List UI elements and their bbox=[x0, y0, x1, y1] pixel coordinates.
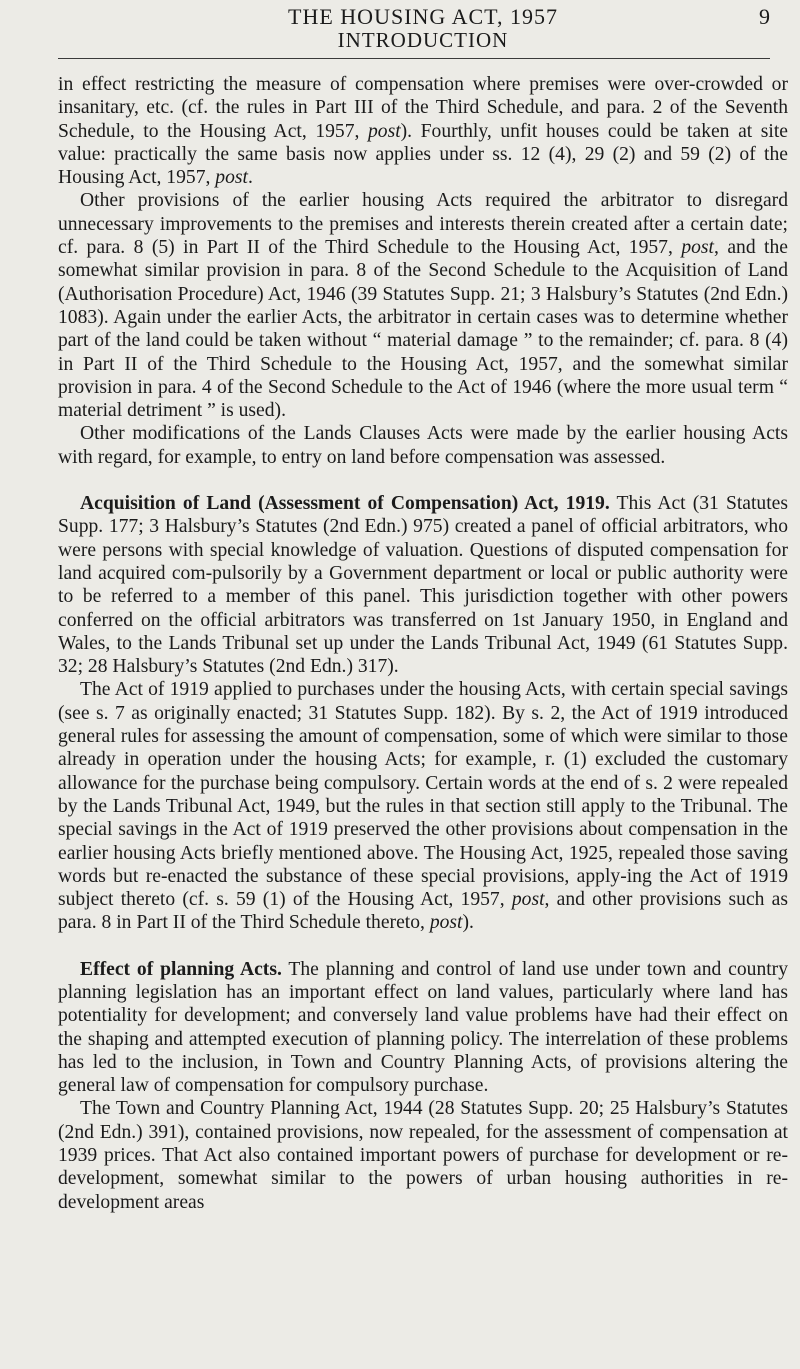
italic-text: post bbox=[429, 912, 463, 934]
running-title: THE HOUSING ACT, 1957 bbox=[288, 4, 558, 29]
paragraph-text: The planning and control of land use under town and country planning legislation has an important effect on land values, particularly where land has potentiality for development; and conversely land value problems have had their effect on the shaping and attempted execution of planning policy. The interrelation of these problems has led to the inclusion, in Town and Country Planning Acts, of provisions altering the general law of compensation for compulsory purchase. bbox=[58, 958, 789, 1097]
section-heading: Acquisition of Land (Assessment of Compensation) Act, 1919. bbox=[80, 493, 610, 515]
running-subtitle: INTRODUCTION bbox=[337, 28, 509, 52]
section-heading: Effect of planning Acts. bbox=[80, 958, 282, 980]
paragraph-text: ). bbox=[462, 912, 474, 934]
paragraph bbox=[58, 189, 788, 422]
section-paragraph bbox=[58, 492, 788, 678]
page-number: 9 bbox=[759, 4, 770, 29]
italic-text: post bbox=[511, 889, 545, 911]
running-head bbox=[58, 0, 788, 58]
paragraph-text: The Town and Country Planning Act, 1944 (28 Statutes Supp. 20; 25 Halsbury’s Statutes (2nd Edn.) 391), contained provisions, now repealed, for the assessment of compensation at 1939 prices. That Act also contained important powers of purchase for development or re-development, somewhat similar to the powers of urban housing authorities in re-development areas bbox=[58, 1098, 788, 1213]
paragraph bbox=[58, 1097, 788, 1213]
paragraph-text: in effect restricting the measure of compensation where premises were over-crowded or insanitary, etc. (cf. the rules in Part III of the Third Schedule, and para. 2 of the Seventh Schedule, to the Housing Act, 1957, bbox=[58, 74, 788, 142]
paragraph bbox=[58, 73, 788, 189]
paragraph-text: The Act of 1919 applied to purchases under the housing Acts, with certain special savings (see s. 7 as originally enacted; 31 Statutes Supp. 182). By s. 2, the Act of 1919 introduced general rules for assessing the amount of compensation, some of which were similar to those already in operation under the housing Acts; for example, r. (1) excluded the customary allowance for the purchase being compulsory. Certain words at the end of s. 2 were repealed by the Lands Tribunal Act, 1949, but the rules in that section still apply to the Tribunal. The special savings in the Act of 1919 preserved the other provisions about compensation in the earlier housing Acts briefly mentioned above. The Housing Act, 1925, repealed those saving words but re-enacted the substance of these special provisions, apply-ing the Act of 1919 subject thereto (cf. s. 59 (1) of the Housing Act, 1957, bbox=[58, 679, 788, 911]
italic-text: post bbox=[681, 237, 714, 259]
paragraph-text: . bbox=[247, 167, 253, 189]
paragraph-text: Other provisions of the earlier housing Acts required the arbitrator to disregard unnecessary improvements to the premises and interests therein created after a certain date; cf. para. 8 (5) in Part II of the Third Schedule to the Housing Act, 1957, bbox=[58, 190, 788, 259]
italic-text: post bbox=[215, 167, 248, 189]
header-rule bbox=[58, 58, 770, 59]
paragraph-text: , and the somewhat similar provision in para. 8 of the Second Schedule to the Acquisition of Land (Authorisation Procedure) Act, 1946 (39 Statutes Supp. 21; 3 Halsbury’s Statutes (2nd Edn.) 1083). Again under the earlier Acts, the arbitrator in certain cases was to determine whether part of the land could be taken without “ material damage ” to the remainder; cf. para. 8 (4) in Part II of the Third Schedule to the Housing Act, 1957, and the somewhat similar provision in para. 4 of the Second Schedule to the Act of 1946 (where the more usual term “ material detriment ” is used). bbox=[58, 237, 788, 422]
section-paragraph bbox=[58, 958, 788, 1098]
paragraph-text: , and other provisions such as para. 8 in Part II of the Third Schedule thereto, bbox=[58, 889, 788, 934]
italic-text: post bbox=[367, 120, 401, 142]
body-text bbox=[58, 73, 788, 1214]
paragraph-text: This Act (31 Statutes Supp. 177; 3 Halsbury’s Statutes (2nd Edn.) 975) created a panel of official arbitrators, who were persons with special knowledge of valuation. Questions of disputed compensation for land acquired com-pulsorily by a Government department or local or public authority were to be referred to a member of this panel. This jurisdiction together with other powers conferred on the official arbitrators was transferred on 1st January 1950, in England and Wales, to the Lands Tribunal set up under the Lands Tribunal Act, 1949 (61 Statutes Supp. 32; 28 Halsbury’s Statutes (2nd Edn.) 317). bbox=[58, 493, 788, 678]
paragraph bbox=[58, 678, 788, 934]
paragraph bbox=[58, 422, 788, 469]
paragraph-text: Other modifications of the Lands Clauses Acts were made by the earlier housing Acts with regard, for example, to entry on land before compensation was assessed. bbox=[58, 423, 788, 468]
paragraph-text: ). Fourthly, unfit houses could be taken at site value: practically the same basis now applies under ss. 12 (4), 29 (2) and 59 (2) of the Housing Act, 1957, bbox=[58, 120, 788, 189]
